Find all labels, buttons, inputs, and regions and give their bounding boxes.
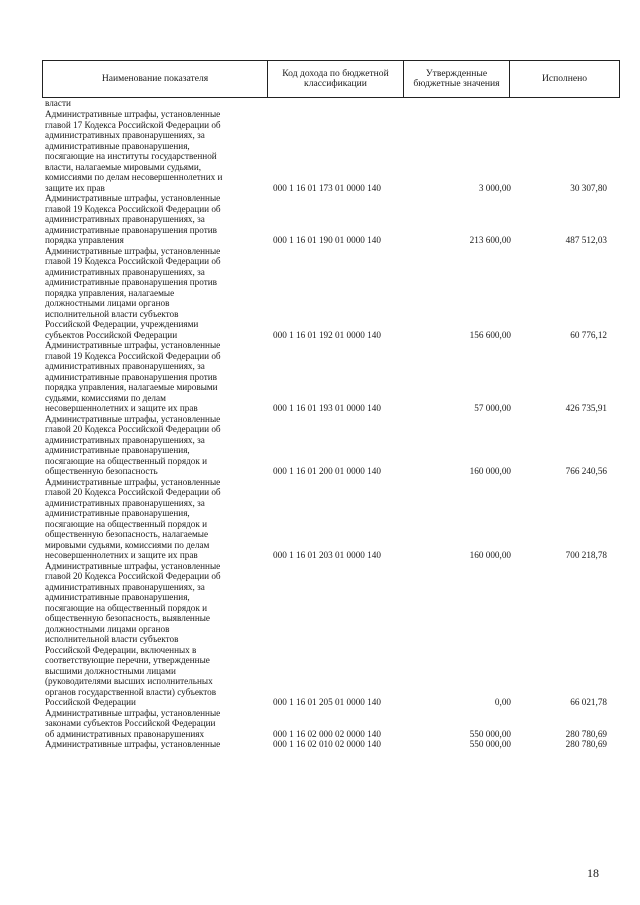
continued-text: власти: [45, 98, 71, 108]
executed-value: 426 735,91: [565, 403, 607, 413]
indicator-name: Административные штрафы, установленные законами субъектов Российской Федерации об административных правонарушениях: [45, 707, 221, 739]
executed-value: 60 776,12: [570, 329, 607, 340]
indicator-name: Административные штрафы, установленные главой 20 Кодекса Российской Федерации об административных правонарушениях, за административные правонарушения, посягающие на общественный порядок и общественную безопасность: [45, 413, 221, 476]
indicator-name: Административные штрафы, установленные главой 19 Кодекса Российской Федерации об административных правонарушениях, за административные правонарушения против порядка управления, налагаемые должностными лицами органов исполнительной власти субъектов Российской Федерации, учреждениями субъектов Российской Федерации: [45, 245, 221, 340]
indicator-name: Административные штрафы, установленные: [45, 739, 221, 749]
approved-value: 550 000,00: [469, 728, 511, 739]
indicator-name: Административные штрафы, установленные главой 20 Кодекса Российской Федерации об административных правонарушениях, за административные правонарушения, посягающие на общественный порядок и общественную безопасность, выявленные должностными лицами органов исполнительной власти субъектов Российской Федерации, включенных в соответствующие перечни, утвержденные высшими должностными лицами (руководителями высших исполнительных органов государственной власти) субъектов Российской Федерации: [45, 560, 221, 707]
header-done-column: Исполнено: [541, 72, 588, 84]
indicator-name: Административные штрафы, установленные главой 19 Кодекса Российской Федерации об административных правонарушениях, за административные правонарушения против порядка управления, налагаемые мировыми судьями, комиссиями по делам несовершеннолетних и защите их прав: [45, 340, 221, 413]
executed-value: 280 780,69: [565, 739, 607, 749]
budget-code: 000 1 16 02 010 02 0000 140: [273, 739, 381, 749]
budget-code: 000 1 16 01 173 01 0000 140: [273, 182, 381, 193]
approved-value: 57 000,00: [474, 403, 511, 413]
budget-code: 000 1 16 01 190 01 0000 140: [273, 235, 381, 245]
approved-value: 156 600,00: [469, 329, 511, 340]
indicator-name: Административные штрафы, установленные главой 19 Кодекса Российской Федерации об административных правонарушениях, за административные правонарушения против порядка управления: [45, 193, 221, 245]
indicator-name: Административные штрафы, установленные главой 20 Кодекса Российской Федерации об административных правонарушениях, за административные правонарушения, посягающие на общественный порядок и общественную безопасность, налагаемые мировыми судьями, комиссиями по делам несовершеннолетних и защите их прав: [45, 476, 221, 560]
executed-value: 766 240,56: [565, 466, 607, 476]
executed-value: 66 021,78: [570, 697, 607, 707]
page-number: 18: [587, 866, 599, 880]
indicator-name: Административные штрафы, установленные главой 17 Кодекса Российской Федерации об административных правонарушениях, за административные правонарушения, посягающие на институты государственной власти, налагаемые мировыми судьями, комиссиями по делам несовершеннолетних и защите их прав: [45, 109, 223, 193]
approved-value: 160 000,00: [469, 466, 511, 476]
header-code-column: Код дохода по бюджетной классификации: [268, 61, 404, 97]
budget-code: 000 1 16 01 200 01 0000 140: [273, 466, 381, 476]
executed-value: 30 307,80: [570, 182, 607, 193]
budget-code: 000 1 16 01 193 01 0000 140: [273, 403, 381, 413]
approved-value: 213 600,00: [469, 235, 511, 245]
executed-value: 700 218,78: [565, 550, 607, 560]
approved-value: 550 000,00: [469, 739, 511, 749]
header-name-column: Наименование показателя: [43, 61, 268, 97]
table-header: [42, 60, 620, 98]
budget-code: 000 1 16 01 192 01 0000 140: [273, 329, 381, 340]
approved-value: 160 000,00: [469, 550, 511, 560]
executed-value: 487 512,03: [565, 235, 607, 245]
approved-value: 0,00: [494, 697, 511, 707]
executed-value: 280 780,69: [565, 728, 607, 739]
budget-code: 000 1 16 02 000 02 0000 140: [273, 728, 381, 739]
header-plan-column: Утвержденные бюджетные значения: [404, 61, 510, 97]
approved-value: 3 000,00: [478, 182, 511, 193]
budget-code: 000 1 16 01 203 01 0000 140: [273, 550, 381, 560]
budget-code: 000 1 16 01 205 01 0000 140: [273, 697, 381, 707]
